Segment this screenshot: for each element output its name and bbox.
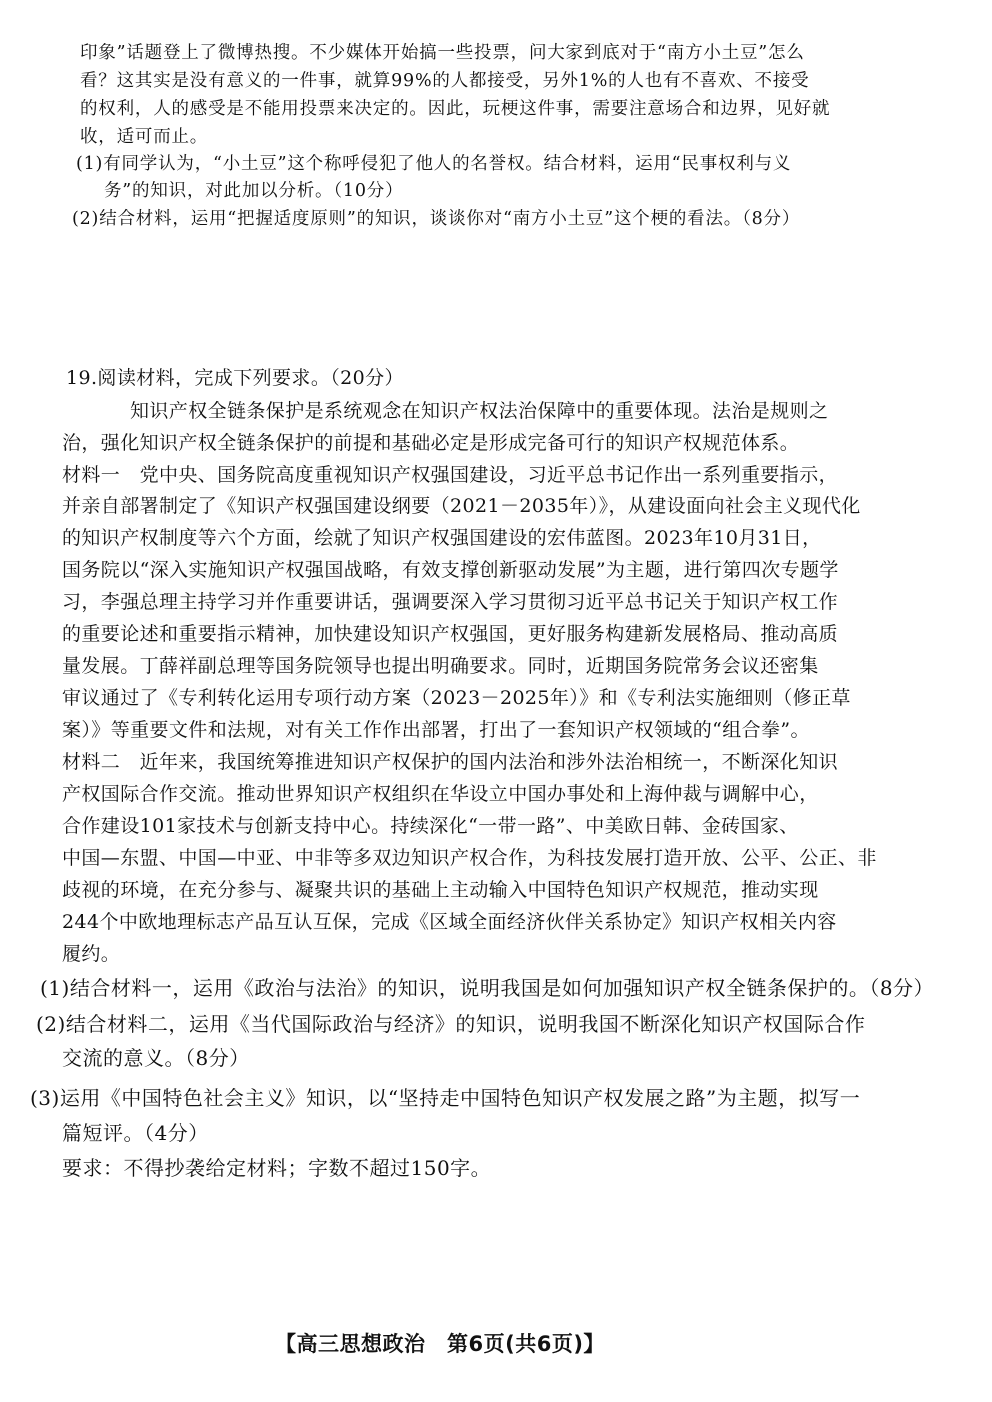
q19-material2-line: 歧视的环境，在充分参与、凝聚共识的基础上主动输入中国特色知识产权规范，推动实现 [62,879,819,901]
q19-material1-line: 国务院以“深入实施知识产权强国战略，有效支撑创新驱动发展”为主题，进行第四次专题学 [62,559,839,581]
q19-intro-line: 治，强化知识产权全链条保护的前提和基础必定是形成完备可行的知识产权规范体系。 [62,432,800,454]
q18-material-line: 印象”话题登上了微博热搜。不少媒体开始搞一些投票，问大家到底对于“南方小土豆”怎么 [80,43,805,63]
q19-material1-line: 量发展。丁薛祥副总理等国务院领导也提出明确要求。同时，近期国务院常务会议还密集 [62,655,819,677]
q19-material2-line: 履约。 [62,943,121,965]
q19-material2-line: 244个中欧地理标志产品互认互保，完成《区域全面经济伙伴关系协定》知识产权相关内容 [62,911,837,933]
q19-material1-line: 案）》等重要文件和法规，对有关工作作出部署，打出了一套知识产权领域的“组合拳”。 [62,719,810,741]
q19-material1-line: 的重要论述和重要指示精神，加快建设知识产权强国，更好服务构建新发展格局、推动高质 [62,623,839,645]
q19-material1-line: 并亲自部署制定了《知识产权强国建设纲要（2021－2035年）》，从建设面向社会主义现代化 [62,495,861,517]
q19-material1-line: 习，李强总理主持学习并作重要讲话，强调要深入学习贯彻习近平总书记关于知识产权工作 [62,591,839,613]
q19-requirement: 要求：不得抄袭给定材料；字数不超过150字。 [62,1156,492,1180]
q19-material1-line: 材料一 党中央、国务院高度重视知识产权强国建设，习近平总书记作出一系列重要指示， [62,464,839,486]
q18-sub1-line2: 务”的知识，对此加以分析。（10分） [104,181,404,201]
q19-sub3-line2: 篇短评。（4分） [62,1121,209,1145]
q19-material2-line: 合作建设101家技术与创新支持中心。持续深化“一带一路”、中美欧日韩、金砖国家、 [62,815,799,837]
q19-material2-line: 材料二 近年来，我国统筹推进知识产权保护的国内法治和涉外法治相统一，不断深化知识 [62,751,839,773]
q19-sub1: (1)结合材料一，运用《政治与法治》的知识，说明我国是如何加强知识产权全链条保护的。（8分） [40,976,935,1000]
q19-material1-line: 审议通过了《专利转化运用专项行动方案（2023－2025年）》和《专利法实施细则（修正草 [62,687,851,709]
page-footer: 【高三思想政治 第6页(共6页)】 [275,1332,605,1356]
q19-title: 19.阅读材料，完成下列要求。（20分） [66,367,404,389]
q19-sub2-line1: (2)结合材料二，运用《当代国际政治与经济》的知识，说明我国不断深化知识产权国际合作 [36,1012,866,1036]
q19-sub2-line2: 交流的意义。（8分） [62,1046,250,1070]
q18-material-line: 的权利，人的感受是不能用投票来决定的。因此，玩梗这件事，需要注意场合和边界，见好就 [80,99,831,119]
q19-material2-line: 产权国际合作交流。推动世界知识产权组织在华设立中国办事处和上海仲裁与调解中心， [62,783,819,805]
q19-material1-line: 的知识产权制度等六个方面，绘就了知识产权强国建设的宏伟蓝图。2023年10月31日， [62,527,822,549]
q18-sub1-line1: (1)有同学认为，“小土豆”这个称呼侵犯了他人的名誉权。结合材料，运用“民事权利与义 [76,154,792,174]
q18-material-line: 收，适可而止。 [80,127,209,147]
q18-material-line: 看？这其实是没有意义的一件事，就算99%的人都接受，另外1%的人也有不喜欢、不接受 [80,71,810,91]
q19-intro-line: 知识产权全链条保护是系统观念在知识产权法治保障中的重要体现。法治是规则之 [130,400,829,422]
q19-sub3-line1: (3)运用《中国特色社会主义》知识，以“坚持走中国特色知识产权发展之路”为主题，拟写一 [30,1086,861,1110]
q19-material2-line: 中国—东盟、中国—中亚、中非等多双边知识产权合作，为科技发展打造开放、公平、公正、非 [62,847,877,869]
q18-sub2: (2)结合材料，运用“把握适度原则”的知识，谈谈你对“南方小土豆”这个梗的看法。（8分） [72,209,801,229]
